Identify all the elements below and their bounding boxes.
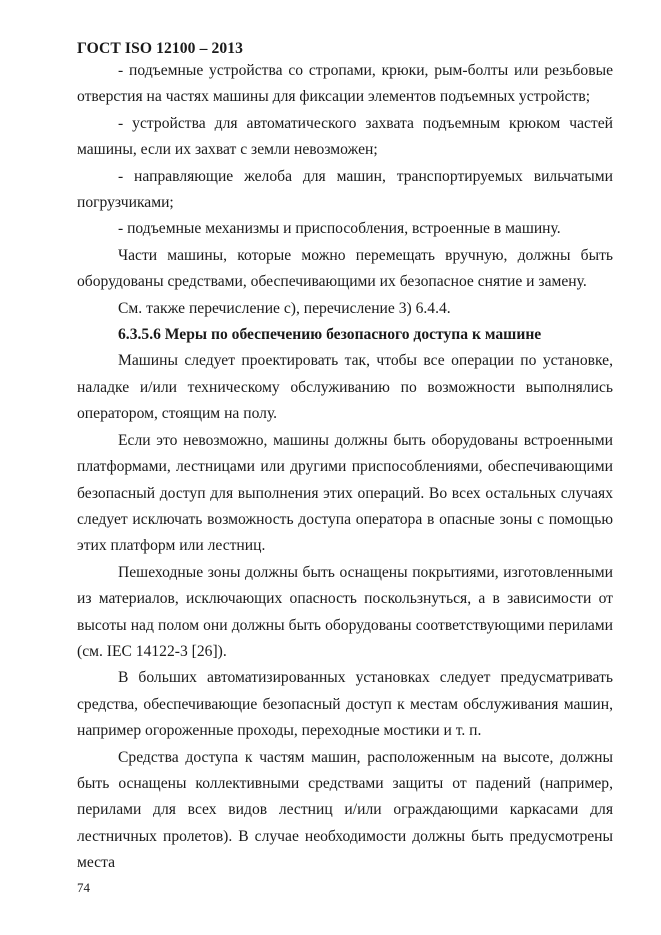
- paragraph: Пешеходные зоны должны быть оснащены покрытиями, изготовленными из материалов, исключающих опасность поскользнуться, а в зависимости от высоты над полом они должны быть оборудованы соответствующими перилами (см. IEC 14122-3 [26]).: [77, 563, 613, 660]
- paragraph: В больших автоматизированных установках следует предусматривать средства, обеспечивающие безопасный доступ к местам обслуживания машин, например огороженные проходы, переходные мостики и т. п.: [77, 669, 613, 740]
- paragraph: Машины следует проектировать так, чтобы все операции по установке, наладке и/или техническому обслуживанию по возможности выполнялись оператором, стоящим на полу.: [77, 352, 613, 423]
- paragraph: Если это невозможно, машины должны быть оборудованы встроенными платформами, лестницами или другими приспособлениями, обеспечивающими безопасный доступ для выполнения этих операций. Во всех остальных случаях следует исключать возможность доступа оператора в опасные зоны с помощью этих платформ или лестниц.: [77, 431, 613, 555]
- section-heading: 6.3.5.6 Меры по обеспечению безопасного доступа к машине: [118, 326, 542, 344]
- list-item: - подъемные устройства со стропами, крюки, рым-болты или резьбовые отверстия на частях машины для фиксации элементов подъемных устройств;: [77, 62, 613, 106]
- list-item: - направляющие желоба для машин, транспортируемых вильчатыми погрузчиками;: [77, 167, 613, 212]
- list-item: - подъемные механизмы и приспособления, встроенные в машину.: [118, 220, 561, 238]
- list-item: - устройства для автоматического захвата подъемным крюком частей машины, если их захват с земли невозможен;: [77, 114, 613, 159]
- paragraph: Части машины, которые можно перемещать вручную, должны быть оборудованы средствами, обеспечивающими их безопасное снятие и замену.: [77, 246, 613, 291]
- paragraph: Средства доступа к частям машин, расположенным на высоте, должны быть оснащены коллективными средствами защиты от падений (например, перилами для всех видов лестниц и/или ограждающими каркасами для лестничных пролетов). В случае необходимости должны быть предусмотрены места: [77, 748, 613, 872]
- paragraph: См. также перечисление с), перечисление 3) 6.4.4.: [118, 299, 451, 317]
- page-number: 74: [77, 880, 90, 895]
- body-text: [77, 58, 613, 877]
- document-header: ГОСТ ISO 12100 – 2013: [77, 40, 244, 57]
